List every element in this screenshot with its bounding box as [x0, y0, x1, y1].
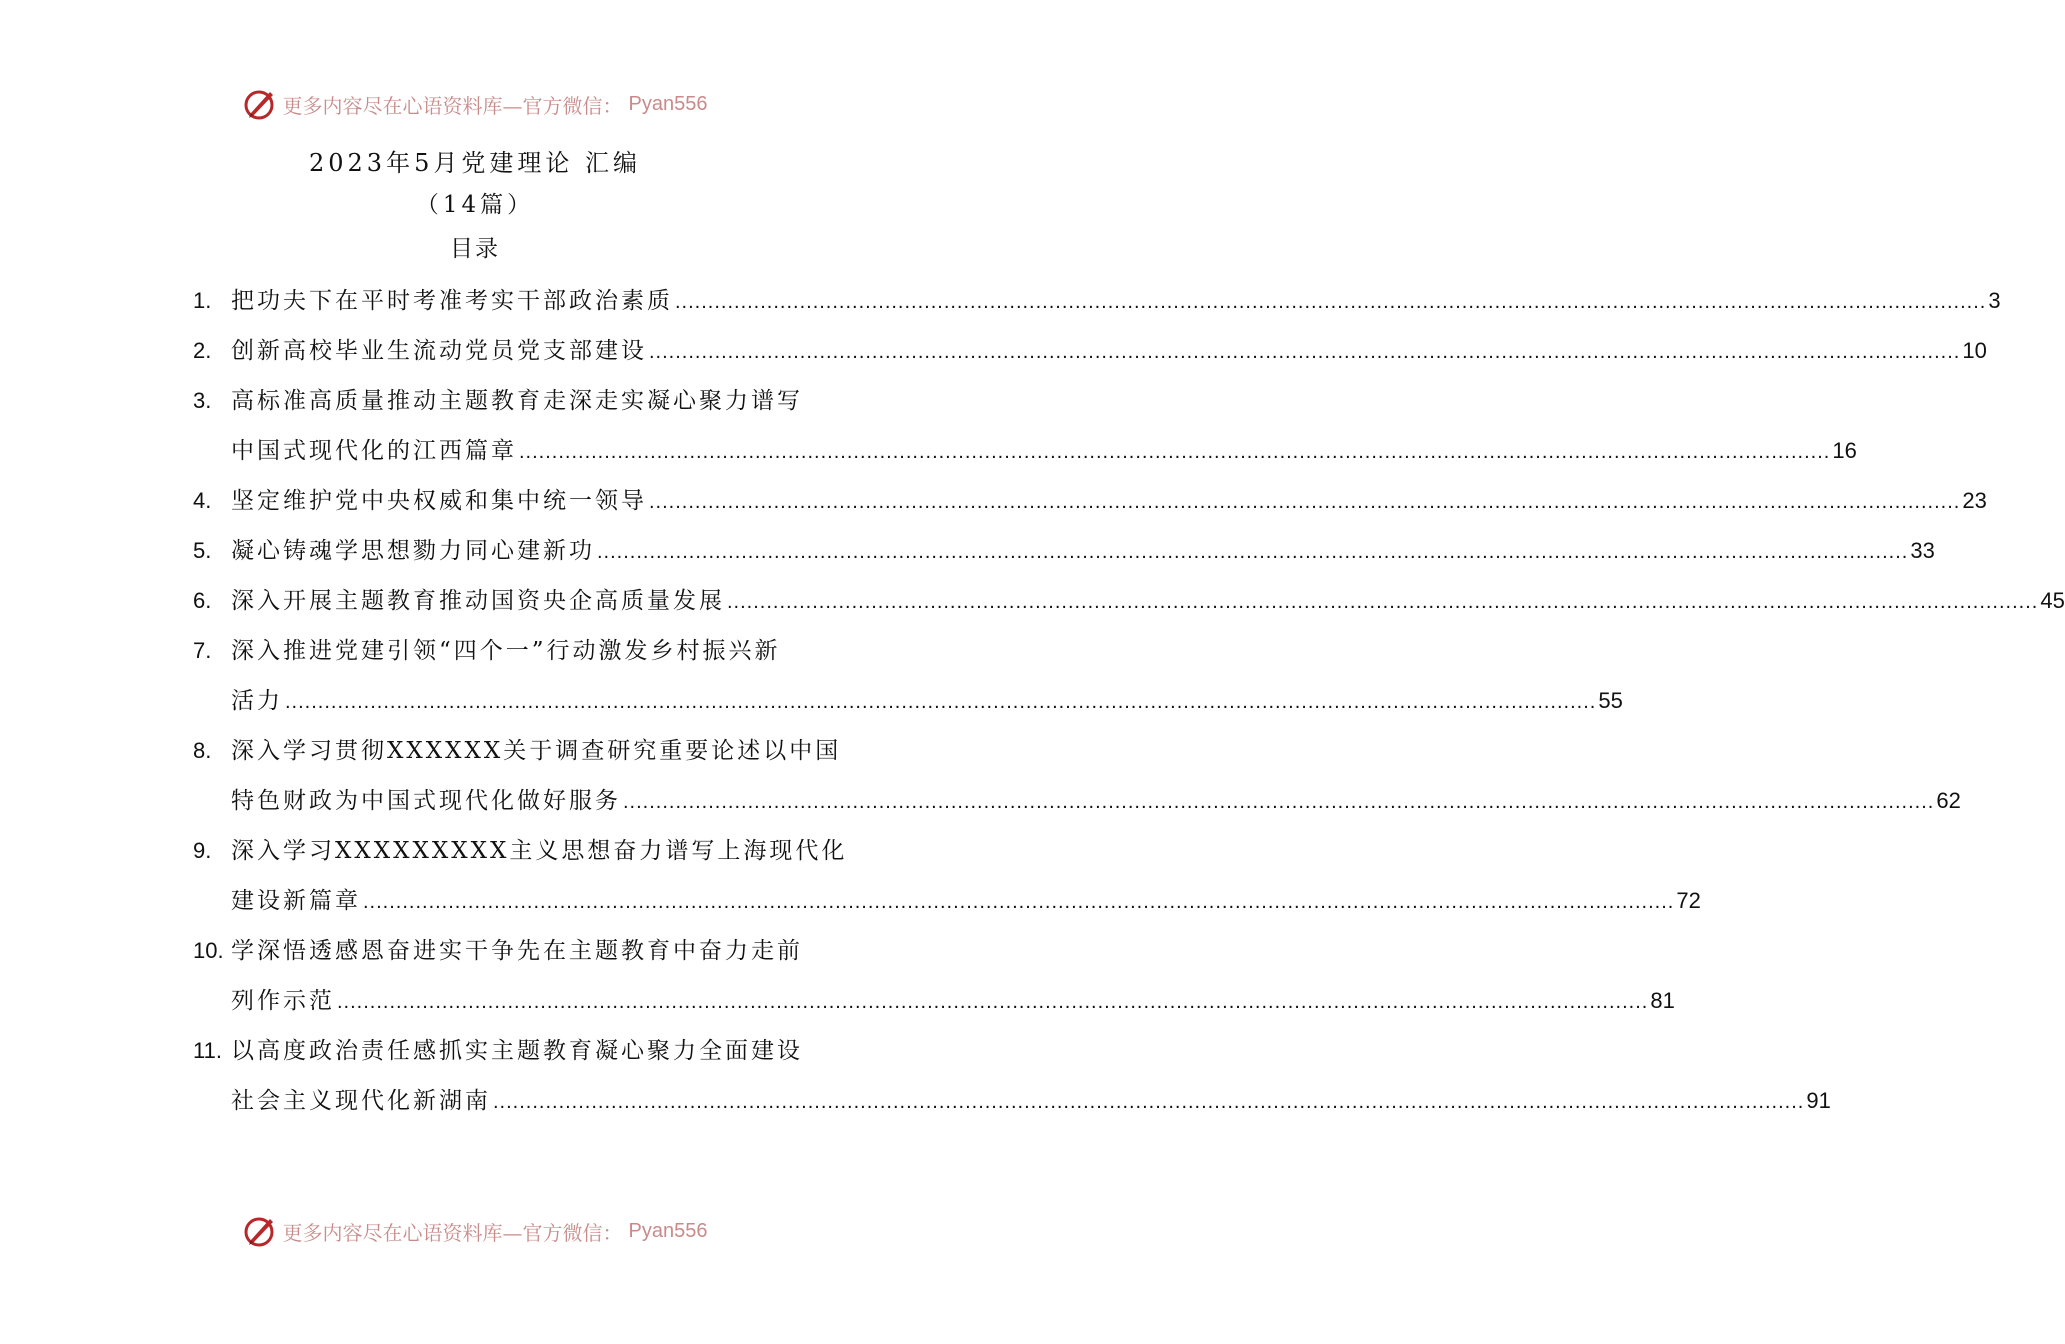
toc-entry-title: 学深悟透感恩奋进实干争先在主题教育中奋力走前	[231, 938, 803, 964]
toc-page-number: 72	[1676, 888, 1701, 913]
toc-entry-title: 中国式现代化的江西篇章	[231, 438, 517, 464]
toc-line	[193, 1026, 805, 1076]
toc-line	[193, 976, 1675, 1026]
toc-entry-title: 建设新篇章	[231, 888, 361, 914]
toc-line	[193, 1076, 1831, 1126]
toc-line	[193, 526, 1935, 576]
toc-entry[interactable]	[193, 276, 2001, 326]
toc-line	[193, 876, 1701, 926]
toc-dot-leader: ........................................................................................................................................................................................................	[649, 491, 1961, 513]
toc-entry[interactable]	[193, 576, 2065, 626]
toc-entry-title: 深入学习贯彻XXXXXX关于调查研究重要论述以中国	[231, 738, 842, 764]
toc-leader-row	[231, 426, 1857, 477]
toc-dot-leader: ........................................................................................................................................................................................................	[623, 791, 1935, 813]
toc-entry[interactable]	[193, 926, 1675, 1026]
watermark-wechat-id: Pyan556	[628, 1219, 708, 1242]
toc-page-number: 33	[1910, 538, 1935, 563]
toc-entry[interactable]	[193, 526, 1935, 576]
toc-page-number: 81	[1650, 988, 1675, 1013]
toc-entry[interactable]	[193, 626, 1623, 726]
toc-dot-leader: ........................................................................................................................................................................................................	[519, 441, 1831, 463]
toc-entry-title: 深入推进党建引领“四个一”行动激发乡村振兴新	[231, 638, 781, 664]
toc-leader-row	[231, 976, 1675, 1027]
toc-entry-title: 以高度政治责任感抓实主题教育凝心聚力全面建设	[231, 1038, 803, 1064]
toc-entry-title: 坚定维护党中央权威和集中统一领导	[231, 488, 647, 514]
toc-leader-row	[231, 776, 1961, 827]
watermark-text: 更多内容尽在心语资料库—官方微信：	[282, 1220, 623, 1245]
toc-entry-title: 高标准高质量推动主题教育走深走实凝心聚力谱写	[231, 388, 803, 414]
toc-leader-row	[231, 876, 1701, 927]
toc-dot-leader: ........................................................................................................................................................................................................	[727, 591, 2039, 613]
toc-entry-title: 深入学习XXXXXXXXX主义思想奋力谱写上海现代化	[231, 838, 848, 864]
toc-entry[interactable]	[193, 826, 1701, 926]
toc-line	[193, 426, 1857, 476]
toc-entry-title: 凝心铸魂学思想勠力同心建新功	[231, 538, 595, 564]
toc-dot-leader: ........................................................................................................................................................................................................	[675, 291, 1987, 313]
toc-entry-number: 3.	[193, 388, 212, 413]
toc-page-number: 55	[1598, 688, 1623, 713]
toc-line	[193, 726, 842, 776]
toc-entry-title: 活力	[231, 688, 283, 714]
toc-entry-number: 8.	[193, 738, 212, 763]
toc-dot-leader: ........................................................................................................................................................................................................	[493, 1091, 1805, 1113]
toc-entry[interactable]	[193, 1026, 1831, 1126]
toc-entry-number: 7.	[193, 638, 212, 663]
toc-entry-title: 列作示范	[231, 988, 335, 1014]
pen-circle-logo-icon	[243, 1214, 277, 1248]
toc-dot-leader: ........................................................................................................................................................................................................	[649, 341, 1961, 363]
toc-page-number: 3	[1988, 288, 2001, 313]
pen-circle-logo-icon	[243, 87, 277, 121]
toc-page-number: 16	[1832, 438, 1857, 463]
toc-entry[interactable]	[193, 376, 1857, 476]
toc-entry-number: 6.	[193, 588, 212, 613]
watermark-top	[0, 84, 950, 124]
table-of-contents	[193, 276, 2065, 1126]
toc-entry[interactable]	[193, 726, 1961, 826]
toc-line	[193, 776, 1961, 826]
toc-page-number: 45	[2040, 588, 2065, 613]
toc-page-number: 23	[1962, 488, 1987, 513]
document-article-count: （14篇）	[415, 192, 535, 218]
toc-entry-number: 4.	[193, 488, 212, 513]
toc-line	[193, 826, 848, 876]
toc-entry-number: 10.	[193, 938, 224, 963]
toc-line	[193, 476, 1987, 526]
toc-entry-number: 2.	[193, 338, 212, 363]
watermark-text: 更多内容尽在心语资料库—官方微信：	[282, 93, 623, 118]
toc-entry-number: 11.	[193, 1038, 222, 1063]
toc-dot-leader: ........................................................................................................................................................................................................	[597, 541, 1909, 563]
toc-line	[193, 326, 1987, 376]
toc-leader-row	[231, 276, 2001, 327]
watermark-bottom	[0, 1211, 950, 1251]
toc-leader-row	[231, 526, 1935, 577]
toc-entry-title: 把功夫下在平时考准考实干部政治素质	[231, 288, 673, 314]
document-title: 2023年5月党建理论 汇编	[309, 149, 641, 177]
toc-line	[193, 626, 805, 676]
toc-entry-number: 5.	[193, 538, 212, 563]
toc-heading: 目录	[450, 236, 500, 262]
toc-leader-row	[231, 476, 1987, 527]
toc-line	[193, 676, 1623, 726]
toc-page-number: 10	[1962, 338, 1987, 363]
toc-leader-row	[231, 326, 1987, 377]
toc-dot-leader: ........................................................................................................................................................................................................	[363, 891, 1675, 913]
toc-dot-leader: ........................................................................................................................................................................................................	[337, 991, 1649, 1013]
toc-entry-title: 特色财政为中国式现代化做好服务	[231, 788, 621, 814]
toc-entry-number: 9.	[193, 838, 212, 863]
toc-dot-leader: ........................................................................................................................................................................................................	[285, 691, 1597, 713]
toc-page-number: 91	[1806, 1088, 1831, 1113]
watermark-wechat-id: Pyan556	[628, 92, 708, 115]
toc-entry-title: 创新高校毕业生流动党员党支部建设	[231, 338, 647, 364]
toc-entry[interactable]	[193, 326, 1987, 376]
toc-entry[interactable]	[193, 476, 1987, 526]
toc-entry-number: 1.	[193, 288, 212, 313]
toc-line	[193, 576, 2065, 626]
toc-entry-title: 深入开展主题教育推动国资央企高质量发展	[231, 588, 725, 614]
toc-line	[193, 376, 805, 426]
toc-leader-row	[231, 576, 2065, 627]
toc-line	[193, 276, 2001, 326]
toc-page-number: 62	[1936, 788, 1961, 813]
toc-leader-row	[231, 1076, 1831, 1127]
toc-entry-title: 社会主义现代化新湖南	[231, 1088, 491, 1114]
toc-leader-row	[231, 676, 1623, 727]
toc-line	[193, 926, 805, 976]
